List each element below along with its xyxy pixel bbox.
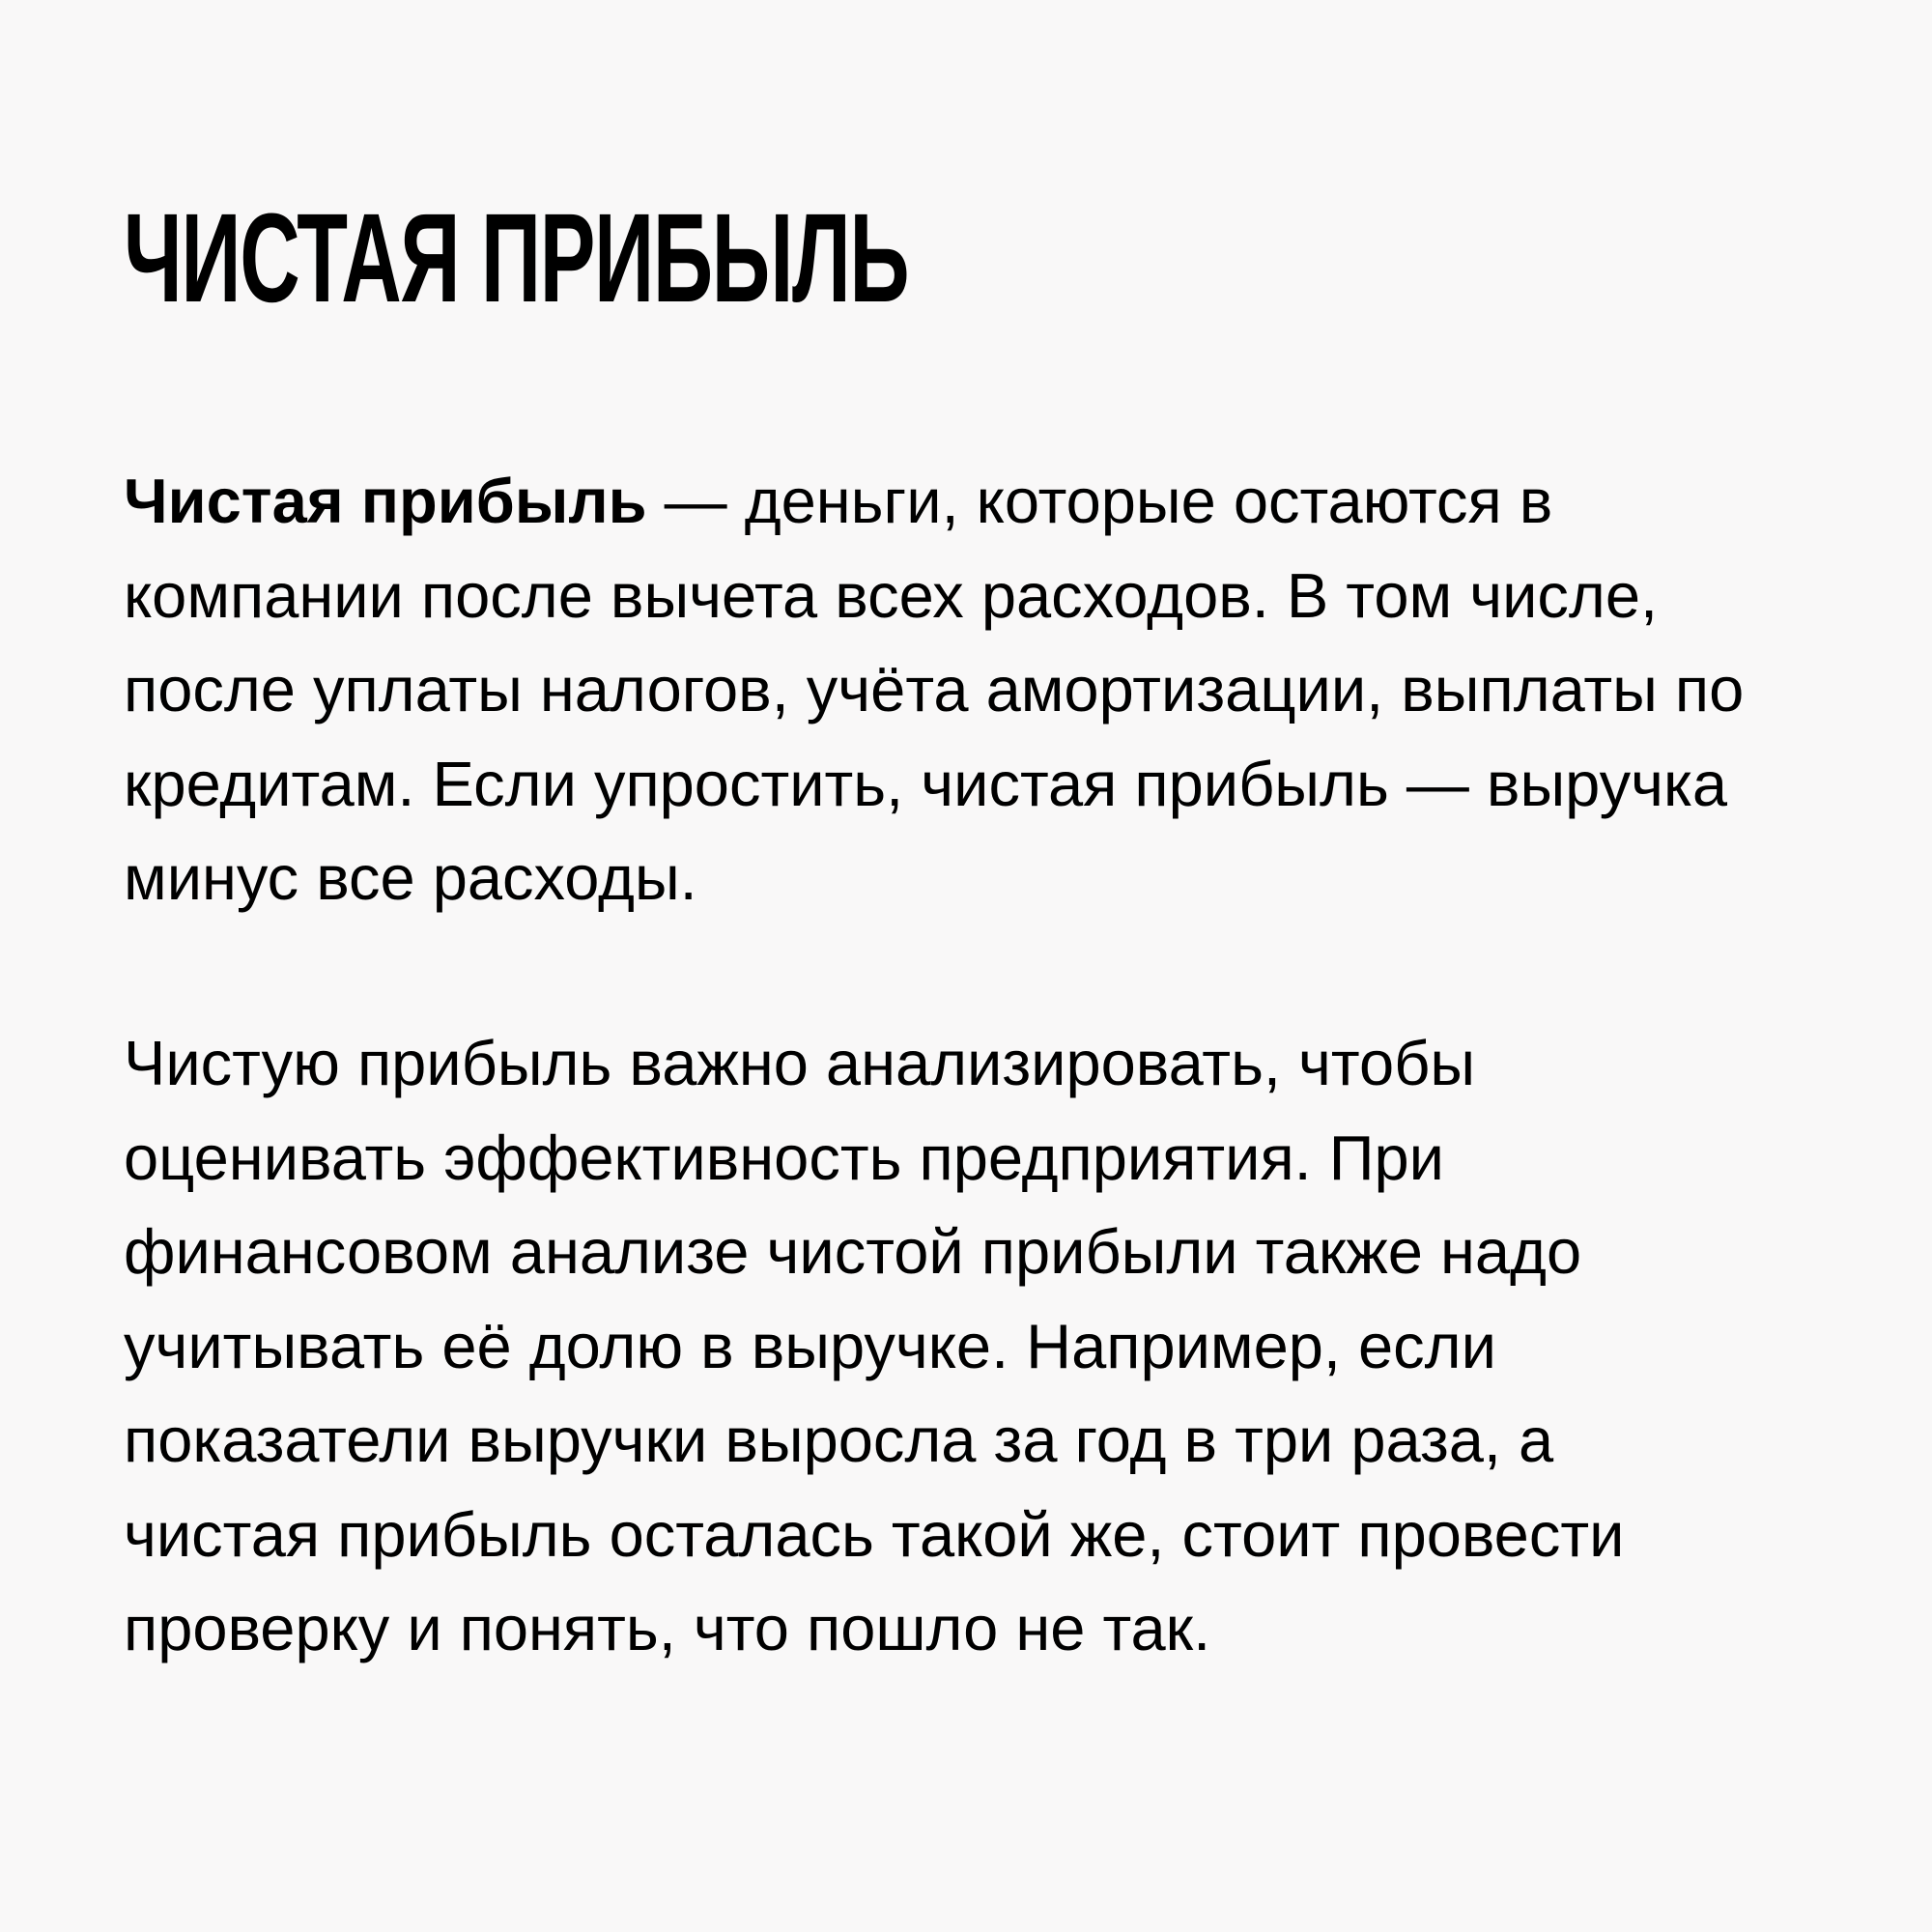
definition-paragraph [124,454,1862,925]
paragraph-line: компании после вычета всех расходов. В том числе, [124,559,1659,631]
defined-term: Чистая прибыль [124,466,647,536]
definition-text: — деньги, которые остаются в [646,466,1553,536]
paragraph-line: кредитам. Если упростить, чистая прибыль — выручка [124,748,1727,819]
page-title: ЧИСТАЯ ПРИБЫЛЬ [124,186,909,328]
paragraph-line: показатели выручки выросла за год в три раза, а [124,1405,1554,1475]
paragraph-line: учитывать её долю в выручке. Например, если [124,1310,1496,1381]
paragraph-line: финансовом анализе чистой прибыли также надо [124,1216,1582,1287]
paragraph-line: проверку и понять, что пошло не так. [124,1593,1211,1663]
analysis-paragraph [124,1016,1862,1676]
paragraph-line: чистая прибыль осталась такой же, стоит провести [124,1498,1625,1570]
paragraph-line [124,454,1862,549]
paragraph-line: Чистую прибыль важно анализировать, чтобы [124,1028,1476,1098]
paragraph-line: минус все расходы. [124,842,697,913]
paragraph-line: после уплаты налогов, учёта амортизации, выплаты по [124,654,1745,724]
paragraph-line: оценивать эффективность предприятия. При [124,1122,1444,1193]
